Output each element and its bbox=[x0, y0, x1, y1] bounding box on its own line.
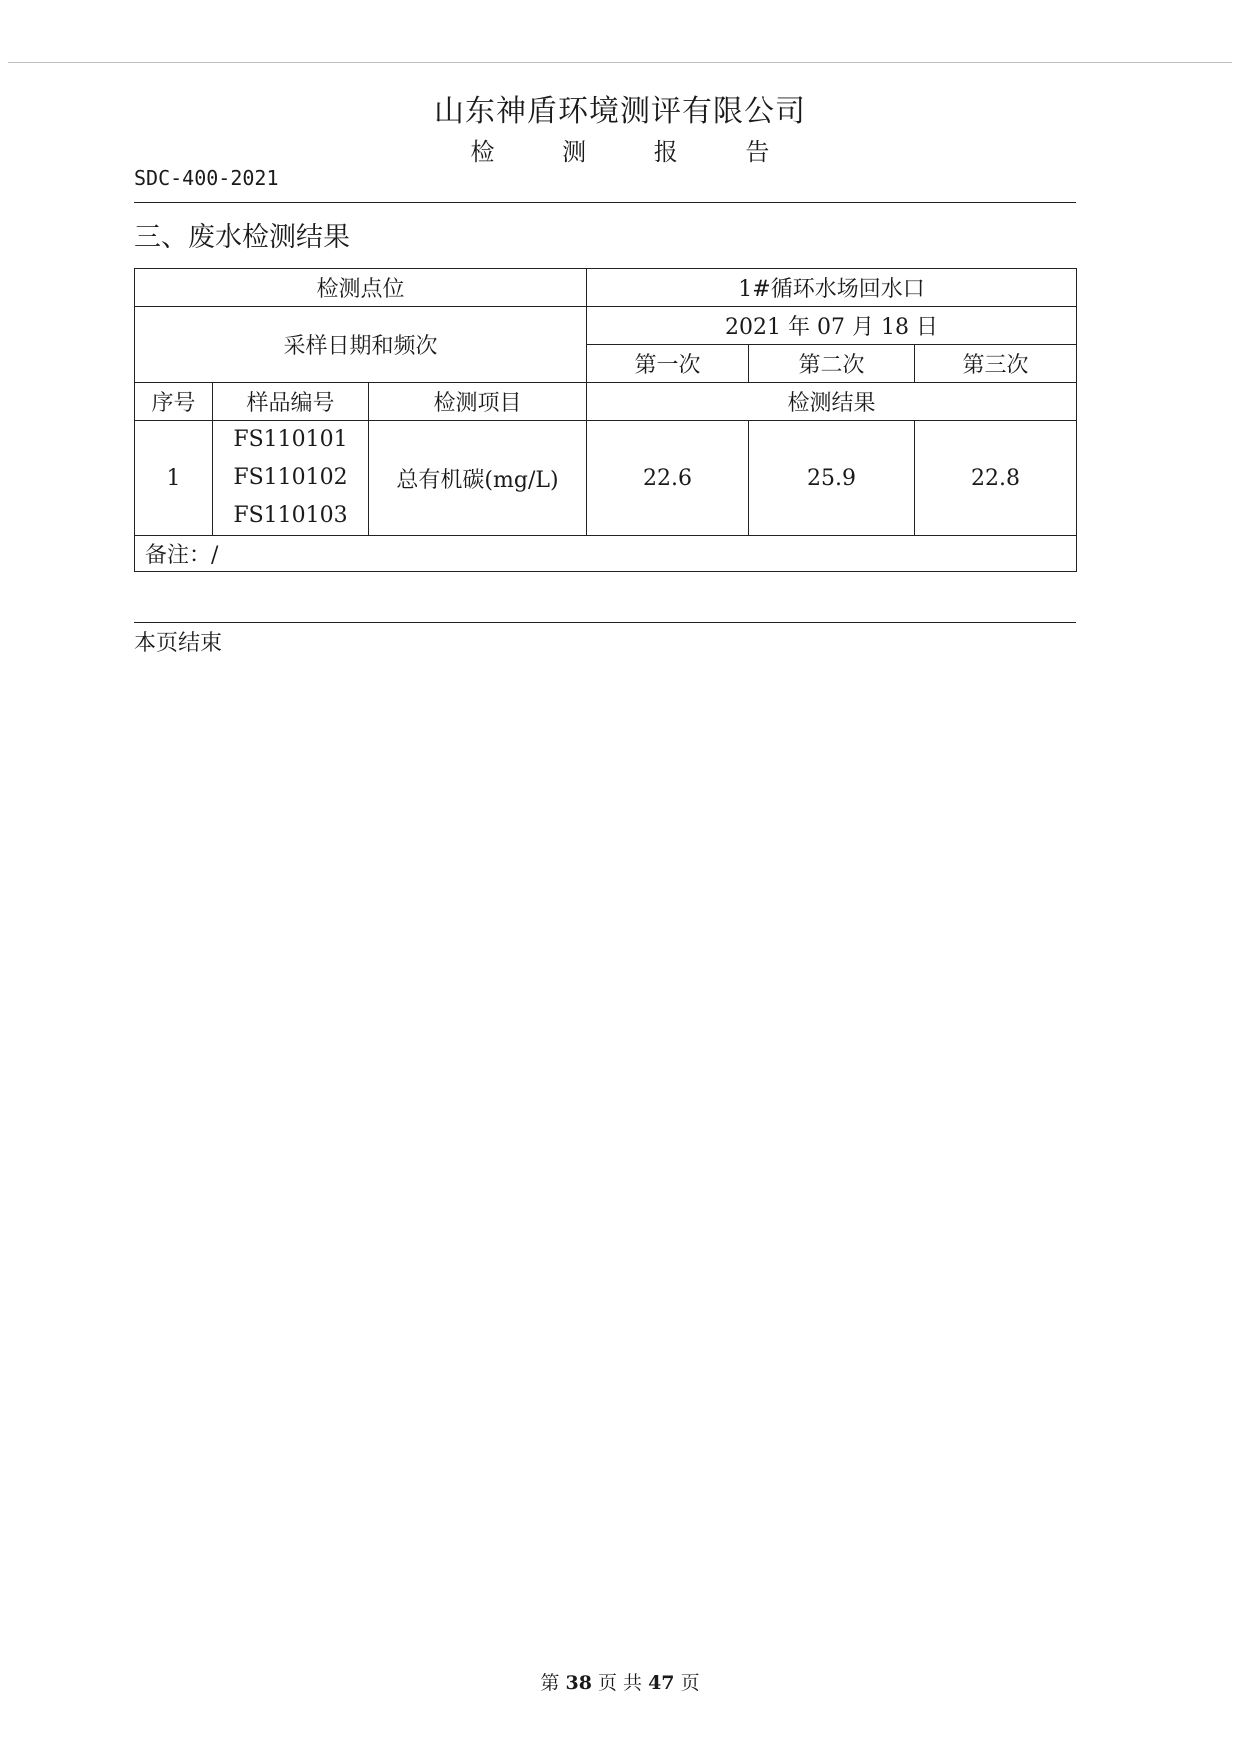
col-result: 检测结果 bbox=[587, 383, 1077, 421]
column-header-row bbox=[135, 383, 1077, 421]
page-prefix: 第 bbox=[540, 1672, 560, 1694]
col-index: 序号 bbox=[135, 383, 213, 421]
report-title: 检 测 报 告 bbox=[470, 138, 800, 166]
current-page: 38 bbox=[565, 1672, 592, 1694]
page-mid: 页 共 bbox=[597, 1672, 643, 1694]
page-suffix: 页 bbox=[680, 1672, 700, 1694]
sample-id: FS110103 bbox=[233, 503, 348, 528]
point-row bbox=[135, 269, 1077, 307]
col-item: 检测项目 bbox=[369, 383, 587, 421]
sampling-label: 采样日期和频次 bbox=[135, 307, 587, 383]
top-border-line bbox=[8, 62, 1232, 63]
note-row bbox=[135, 536, 1077, 572]
result-2: 25.9 bbox=[749, 421, 915, 536]
note: 备注：/ bbox=[135, 536, 1077, 572]
sampling-row bbox=[135, 307, 1077, 345]
row-item: 总有机碳(mg/L) bbox=[369, 421, 587, 536]
result-3: 22.8 bbox=[915, 421, 1077, 536]
sampling-date: 2021 年 07 月 18 日 bbox=[587, 307, 1077, 345]
page-end-text: 本页结束 bbox=[134, 631, 223, 656]
round-3: 第三次 bbox=[915, 345, 1077, 383]
col-sample-id: 样品编号 bbox=[213, 383, 369, 421]
company-name: 山东神盾环境测评有限公司 bbox=[434, 94, 806, 129]
page-number bbox=[0, 1668, 1240, 1695]
table-row bbox=[135, 421, 1077, 536]
result-1: 22.6 bbox=[587, 421, 749, 536]
end-divider bbox=[134, 622, 1076, 623]
report-code: SDC-400-2021 bbox=[134, 166, 279, 190]
round-1: 第一次 bbox=[587, 345, 749, 383]
point-value: 1#循环水场回水口 bbox=[587, 269, 1077, 307]
header-divider bbox=[134, 202, 1076, 203]
row-sample-ids bbox=[213, 421, 369, 536]
results-table bbox=[134, 268, 1077, 572]
sample-id: FS110101 bbox=[233, 427, 348, 452]
sample-id: FS110102 bbox=[233, 465, 348, 490]
point-label: 检测点位 bbox=[135, 269, 587, 307]
total-pages: 47 bbox=[648, 1672, 675, 1694]
row-index: 1 bbox=[135, 421, 213, 536]
round-2: 第二次 bbox=[749, 345, 915, 383]
section-title: 三、废水检测结果 bbox=[134, 222, 350, 253]
